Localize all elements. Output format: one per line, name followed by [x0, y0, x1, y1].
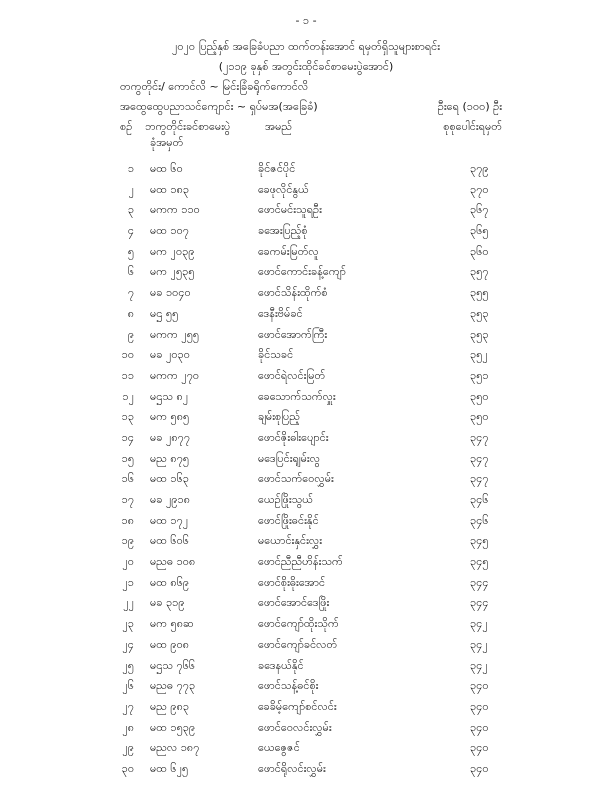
- row-roll: မခ ၂၈၇၇: [150, 430, 191, 444]
- table-row: [0, 286, 612, 307]
- row-total: ၃၅၃: [470, 306, 489, 320]
- table-row: [0, 721, 612, 742]
- table-row: [0, 183, 612, 204]
- row-total: ၃၄၇: [470, 430, 489, 444]
- table-row: [0, 224, 612, 245]
- row-total: ၃၆၀: [470, 244, 489, 258]
- row-name: ဖောင်ဖြိုးဓင်းနိုင်: [258, 513, 319, 527]
- row-number: ၁၁: [121, 368, 134, 382]
- table-row: [0, 493, 612, 514]
- row-roll: မထ ၁၇၂: [150, 513, 189, 527]
- row-name: ဖောင်ရဲလင်းမြတ်: [258, 368, 326, 382]
- table-row: [0, 741, 612, 762]
- row-name: ဖောင်ညီညီဟိန်းသက်: [258, 555, 343, 569]
- row-roll: မထ ၆၀၆: [150, 534, 189, 548]
- table-row: [0, 348, 612, 369]
- row-roll: မထ ၉၀၈: [150, 637, 190, 651]
- row-number: ၁၄: [121, 430, 134, 444]
- row-total: ၃၄၂: [470, 617, 488, 631]
- table-header: [0, 120, 612, 152]
- table-row: [0, 617, 612, 638]
- row-total: ၃၄၀: [470, 699, 489, 713]
- row-total: ၃၄၅: [470, 555, 489, 569]
- student-count: ဦးရေ (၁၀၀) ဦး: [437, 100, 502, 113]
- row-total: ၃၆၇: [470, 203, 489, 217]
- table-row: [0, 245, 612, 266]
- row-number: ၂၃: [122, 617, 134, 631]
- document-title: ၂၀၂၀ ပြည့်နှစ် အခြေခံပညာ ထက်တန်းအောင် ရမှတ်ရှိသူများစာရင်း: [171, 40, 441, 53]
- row-roll: မကက ၂၅၅: [150, 327, 200, 341]
- row-number: ၈: [127, 306, 134, 320]
- table-row: [0, 410, 612, 431]
- row-name: ခေဖုလိုင်နွယ်: [258, 182, 309, 196]
- row-number: ၂၉: [122, 741, 134, 755]
- row-total: ၃၅၂: [470, 348, 488, 362]
- row-total: ၃၄၀: [470, 679, 489, 693]
- row-number: ၂၇: [122, 699, 134, 713]
- row-roll: မက ၅၈ဆ: [150, 617, 194, 631]
- row-total: ၃၅၇: [470, 265, 489, 279]
- table-row: [0, 390, 612, 411]
- row-number: ၂၆: [122, 679, 134, 693]
- header-number: စဉ်: [120, 120, 133, 133]
- row-roll: မထ ၆၂၅: [150, 761, 189, 775]
- row-total: ၃၆၅: [470, 224, 489, 238]
- row-roll: မထ ၈၆၉: [150, 575, 190, 589]
- row-roll: မညဓ ၇၇၃: [150, 679, 196, 693]
- row-number: ၁၂: [122, 389, 134, 403]
- table-row: [0, 596, 612, 617]
- row-number: ၂၄: [122, 637, 134, 651]
- row-roll: မညလ ၁၈၇: [150, 741, 200, 755]
- row-name: ဖောင်အောင်ဒေဖြိုး: [258, 596, 330, 610]
- row-number: ၂၈: [122, 720, 134, 734]
- region-district-line: တကွတိုင်း/ ကောင်လိ ~ မြင်းခြံခရိုက်ကောင်လိ: [120, 80, 309, 93]
- table-row: [0, 307, 612, 328]
- row-name: ဖောင်စိုးဓိုးအောင်: [258, 575, 326, 589]
- table-row: [0, 431, 612, 452]
- school-line: အထွေထွေပညာသင်ကျောင်း ~ ရှပ်မအ(အခြေခံ): [120, 100, 318, 113]
- row-number: ၁၃: [121, 410, 134, 424]
- row-roll: မခ ၁၀၄၀: [150, 286, 191, 300]
- table-row: [0, 762, 612, 783]
- row-name: ခဒေနယ်နိုင်: [258, 658, 304, 672]
- row-roll: မညဓ ၁၀၈: [150, 555, 196, 569]
- row-roll: မကက ၁၁၀: [150, 203, 200, 217]
- row-roll: မဌသ ၇၆၆: [150, 658, 196, 672]
- row-total: ၃၄၆: [470, 493, 489, 506]
- table-row: [0, 265, 612, 286]
- row-name: ဖောင်ကျော်ထိုးသိုက်: [258, 617, 339, 631]
- table-row: [0, 162, 612, 183]
- page-number: - ၁ -: [295, 14, 317, 27]
- row-roll: မဌသ ၈၂: [150, 389, 189, 403]
- table-row: [0, 534, 612, 555]
- header-roll-number: ခုံအမှတ်: [150, 136, 184, 149]
- row-roll: မက ၅၈၅: [150, 410, 190, 424]
- table-row: [0, 514, 612, 535]
- row-name: ခိုင်ဇင်ပိုင်: [258, 162, 296, 175]
- table-row: [0, 452, 612, 473]
- row-name: မဒေပြင်းရျမ်းလွ: [258, 451, 321, 465]
- row-roll: မည ၉၈၃: [150, 699, 190, 713]
- row-number: ၂၅: [122, 658, 134, 672]
- row-name: ခေသောက်သက်လှူး: [258, 389, 336, 403]
- row-roll: မထ ၁၀၇: [150, 224, 189, 238]
- row-total: ၃၅၃: [470, 327, 489, 341]
- row-name: ဖောင်ရိုလင်းလွှမ်း: [258, 761, 326, 775]
- table-row: [0, 555, 612, 576]
- row-name: ဖောင်ကောင်းခန့်ကျော်: [258, 265, 346, 279]
- row-number: ၂၁: [122, 575, 134, 589]
- row-name: ယေဉ်ဖြိုးသွယ်: [258, 493, 313, 506]
- row-name: ဖောင်မင်းသူရဦး: [258, 203, 322, 217]
- row-name: ခေကမ်းမြတ်လူ: [258, 244, 319, 258]
- row-roll: မက ၂၅၃၅: [150, 265, 195, 279]
- row-name: ဖောင်သန့်ဓင်စိုး: [258, 679, 319, 693]
- table-row: [0, 576, 612, 597]
- header-name: အမည်: [265, 120, 293, 133]
- row-total: ၃၅၁: [470, 368, 489, 382]
- table-row: [0, 472, 612, 493]
- row-total: ၃၄၀: [470, 720, 489, 734]
- row-name: ဖောင်အောက်ကြီး: [258, 327, 328, 341]
- row-total: ၃၄၂: [470, 658, 488, 672]
- row-name: ဖောင်ကျော်ခင်လတ်: [258, 637, 338, 651]
- row-total: ၃၄၇: [470, 451, 489, 465]
- row-total: ၃၄၂: [470, 637, 488, 651]
- row-name: ချမ်းစုပြည့်: [258, 410, 300, 424]
- document-subtitle: (၂၁၁၉ ခုနှစ် အတွင်းထိုင်ခင်စာမေးပွဲအောင်): [218, 60, 394, 73]
- row-name: ဖောင်သက်ဝေလွှမ်း: [258, 472, 334, 486]
- table-row: [0, 203, 612, 224]
- row-total: ၃၄၆: [470, 513, 489, 527]
- row-name: ခအေးပြည့်စုံ: [258, 224, 308, 238]
- row-name: ယေဇွေဇင်: [258, 741, 300, 755]
- row-name: ဒေနီးဗိမ်ခင်: [258, 306, 303, 320]
- row-number: ၂: [128, 182, 134, 196]
- row-total: ၃၄၇: [470, 472, 489, 486]
- row-roll: မည ၈၇၅: [150, 451, 190, 465]
- row-number: ၆: [127, 265, 134, 279]
- row-total: ၃၅၀: [470, 389, 489, 403]
- row-roll: မခ ၃၁၉: [150, 596, 185, 610]
- row-number: ၁၉: [121, 534, 134, 548]
- row-number: ၁: [127, 162, 134, 175]
- table-row: [0, 700, 612, 721]
- row-name: ခိုင်သခင်: [258, 348, 294, 362]
- row-number: ၁၇: [121, 493, 134, 506]
- row-total: ၃၄၄: [470, 596, 489, 610]
- row-roll: မထ ၆၀: [150, 162, 183, 175]
- row-number: ၉: [127, 327, 134, 341]
- row-roll: မထ ၁၆၃: [150, 472, 189, 486]
- row-name: ဖောင်သိန်းထိုက်စံ: [258, 286, 328, 300]
- table-row: [0, 659, 612, 680]
- row-number: ၅: [127, 244, 134, 258]
- row-total: ၃၄၄: [470, 575, 489, 589]
- row-number: ၂၀: [122, 555, 134, 569]
- table-row: [0, 679, 612, 700]
- row-number: ၇: [127, 286, 134, 300]
- row-roll: မခ ၂၀၃၀: [150, 348, 190, 362]
- table-row: [0, 328, 612, 349]
- header-total: စုစုပေါင်းရမှတ်: [443, 120, 502, 133]
- results-table: [0, 162, 612, 783]
- row-total: ၃၄၀: [470, 761, 489, 775]
- row-total: ၃၄၀: [470, 741, 489, 755]
- row-total: ၃၇၀: [470, 182, 489, 196]
- row-name: ခေခိမ့်ကျော်စင်လင်း: [258, 699, 337, 713]
- row-roll: မခ ၂၉၁၈: [150, 493, 191, 506]
- row-name: ဖောင်ဇိုးဓါးပျောင်း: [258, 430, 329, 444]
- row-roll: မထ ၁၅၃၉: [150, 720, 196, 734]
- row-total: ၃၅၅: [470, 286, 489, 300]
- row-number: ၁၈: [121, 513, 134, 527]
- row-total: ၃၇၉: [470, 162, 489, 175]
- row-roll: မဌ ၅၅: [150, 306, 179, 320]
- row-name: ဖောင်ဝေလင်းလွှမ်း: [258, 720, 332, 734]
- row-total: ၃၅၀: [470, 410, 489, 424]
- row-roll: မကက ၂၇၀: [150, 368, 200, 382]
- row-number: ၄: [127, 224, 134, 238]
- row-number: ၁၅: [121, 451, 134, 465]
- row-roll: မက ၂၀၃၉: [150, 244, 195, 258]
- row-total: ၃၄၅: [470, 534, 489, 548]
- row-number: ၂၂: [123, 596, 134, 610]
- row-number: ၃၀: [121, 761, 134, 775]
- header-roll: ဘကွတိုင်းခင်စာမေးပွဲ: [145, 120, 231, 133]
- row-name: မယောင်းနှင်းလွှး: [258, 534, 323, 548]
- row-number: ၃: [127, 203, 134, 217]
- table-row: [0, 638, 612, 659]
- table-row: [0, 369, 612, 390]
- row-number: ၁၆: [121, 472, 134, 486]
- row-roll: မထ ၁၈၃: [150, 182, 190, 196]
- row-number: ၁၀: [121, 348, 134, 362]
